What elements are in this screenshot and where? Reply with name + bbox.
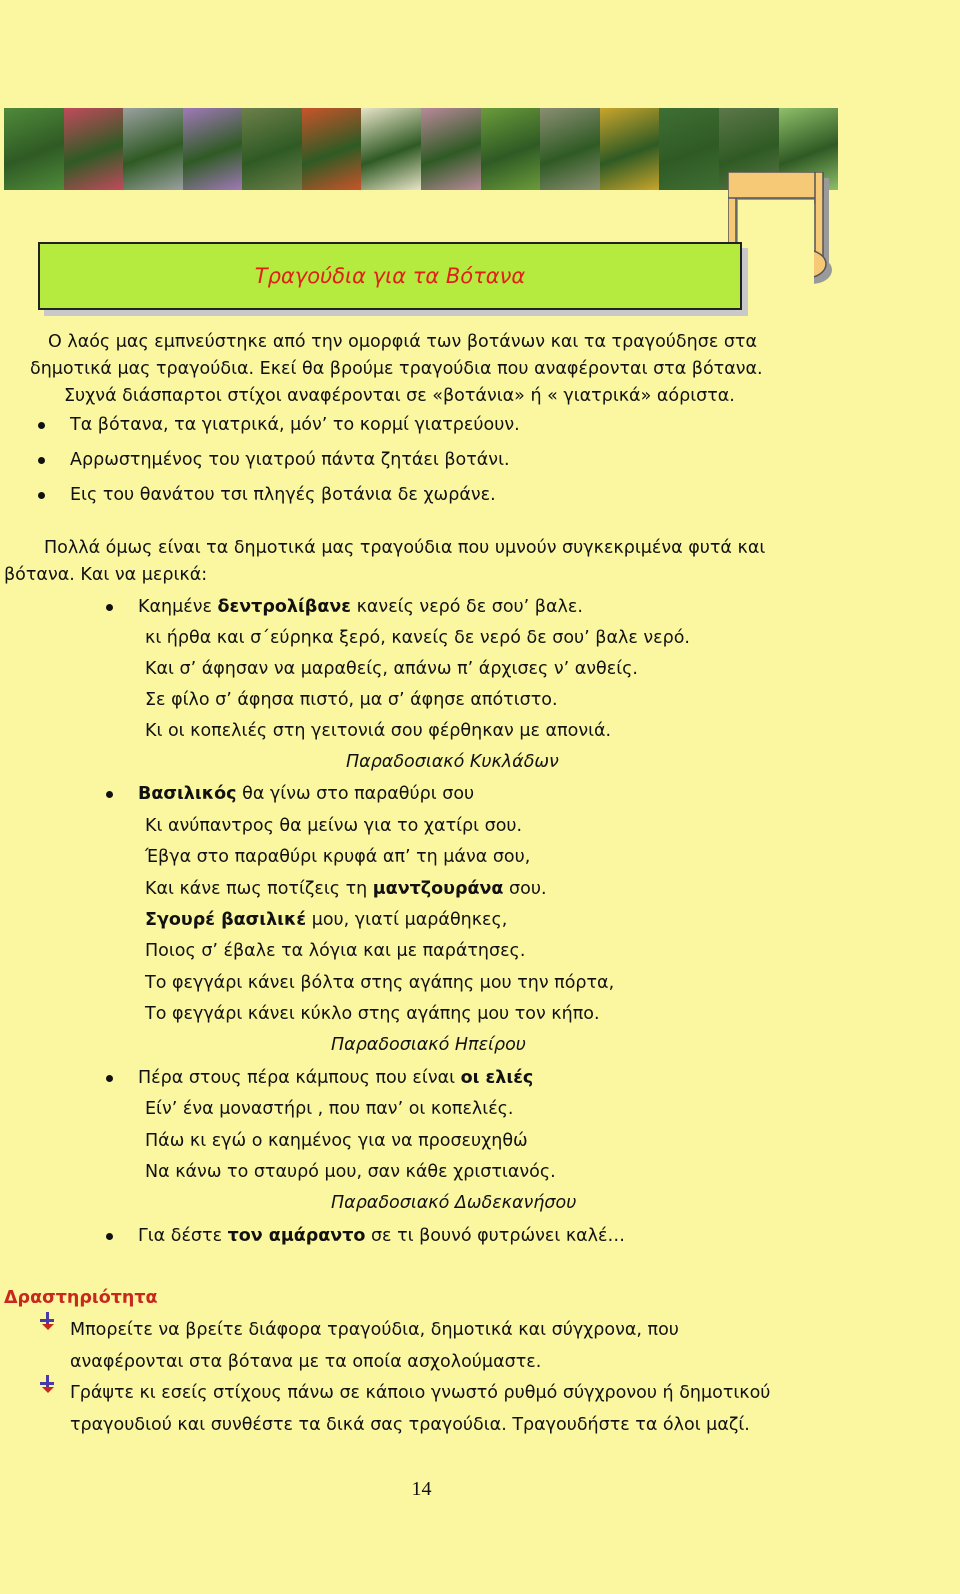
para2-line-1: Πολλά όμως είναι τα δημοτικά μας τραγούδια που υμνούν συγκεκριμένα φυτά και <box>44 538 766 558</box>
song3-line-2: Είν’ ένα μοναστήρι , που παν’ οι κοπελιές. <box>145 1099 514 1119</box>
song4-herb: τον αμάραντο <box>227 1226 366 1246</box>
song4-text: σε τι βουνό φυτρώνει καλέ… <box>365 1226 625 1246</box>
activity-item-2-line-1: Γράψτε κι εσείς στίχους πάνω σε κάποιο γνωστό ρυθμό σύγχρονου ή δημοτικού <box>70 1383 771 1403</box>
music-note-icon <box>728 172 838 292</box>
activity-item-2-line-2: τραγουδιού και συνθέστε τα δικά σας τραγούδια. Τραγουδήστε τα όλοι μαζί. <box>70 1415 750 1435</box>
intro-line-3: Συχνά διάσπαρτοι στίχοι αναφέρονται σε «βοτάνια» ή « γιατρικά» αόριστα. <box>64 386 735 406</box>
plant-photo-1 <box>4 108 64 190</box>
song2-line-6: Ποιος σ’ έβαλε τα λόγια και με παράτησες. <box>145 941 526 961</box>
song4-line-1 <box>138 1225 625 1247</box>
plant-photo-3 <box>123 108 183 190</box>
song3-line-4: Να κάνω το σταυρό μου, σαν κάθε χριστιανός. <box>145 1162 556 1182</box>
song4-text: Για δέστε <box>138 1226 228 1246</box>
arrow-bullet-icon <box>38 1311 58 1331</box>
song2-text: σου. <box>503 879 547 899</box>
song2-herb: Σγουρέ βασιλικέ <box>145 910 307 930</box>
title-box <box>38 242 742 310</box>
plant-photo-5 <box>242 108 302 190</box>
song2-line-3: Έβγα στο παραθύρι κρυφά απ’ τη μάνα σου, <box>145 847 531 867</box>
arrow-bullet-icon <box>38 1374 58 1394</box>
song2-line-4 <box>145 878 547 900</box>
song1-line-1 <box>138 596 583 618</box>
song1-line-3: Και σ’ άφησαν να μαραθείς, απάνω π’ άρχισες ν’ ανθείς. <box>145 659 638 679</box>
song1-herb: δεντρολίβανε <box>217 597 352 617</box>
intro-line-1: Ο λαός μας εμπνεύστηκε από την ομορφιά των βοτάνων και τα τραγούδησε στα <box>48 332 757 352</box>
plant-photo-7 <box>361 108 421 190</box>
activity-item-1-line-2: αναφέρονται στα βότανα με τα οποία ασχολούμαστε. <box>70 1352 542 1372</box>
intro-bullet-1: Τα βότανα, τα γιατρικά, μόν’ το κορμί γιατρεύουν. <box>70 415 520 435</box>
page-number: 14 <box>411 1478 432 1500</box>
song2-herb: Βασιλικός <box>138 784 237 804</box>
song3-text: Πέρα στους πέρα κάμπους που είναι <box>138 1068 461 1088</box>
song1-source: Παραδοσιακό Κυκλάδων <box>346 752 559 772</box>
intro-line-2: δημοτικά μας τραγούδια. Εκεί θα βρούμε τραγούδια που αναφέρονται στα βότανα. <box>30 359 763 379</box>
plant-photo-9 <box>481 108 541 190</box>
plant-photo-6 <box>302 108 362 190</box>
intro-bullet-2: Αρρωστημένος του γιατρού πάντα ζητάει βοτάνι. <box>70 450 510 470</box>
song1-line-4: Σε φίλο σ’ άφησα πιστό, μα σ’ άφησε απότιστο. <box>145 690 558 710</box>
plant-photo-2 <box>64 108 124 190</box>
song2-text: Και κάνε πως ποτίζεις τη <box>145 879 373 899</box>
song1-text: κανείς νερό δε σου’ βαλε. <box>351 597 583 617</box>
song2-line-5 <box>145 909 507 931</box>
song2-line-8: Το φεγγάρι κάνει κύκλο στης αγάπης μου τον κήπο. <box>145 1004 600 1024</box>
plant-photo-8 <box>421 108 481 190</box>
song2-source: Παραδοσιακό Ηπείρου <box>331 1035 526 1055</box>
song2-line-7: Το φεγγάρι κάνει βόλτα στης αγάπης μου την πόρτα, <box>145 973 615 993</box>
plant-photo-4 <box>183 108 243 190</box>
song2-text: μου, γιατί μαράθηκες, <box>306 910 508 930</box>
song3-line-3: Πάω κι εγώ ο καημένος για να προσευχηθώ <box>145 1131 528 1151</box>
song3-line-1 <box>138 1067 533 1089</box>
plant-photo-10 <box>540 108 600 190</box>
song1-text: Καημένε <box>138 597 218 617</box>
intro-bullet-3: Εις του θανάτου τσι πληγές βοτάνια δε χωράνε. <box>70 485 496 505</box>
song3-source: Παραδοσιακό Δωδεκανήσου <box>331 1193 577 1213</box>
plant-photo-11 <box>600 108 660 190</box>
plant-photo-12 <box>659 108 719 190</box>
song1-line-2: κι ήρθα και σ΄εύρηκα ξερό, κανείς δε νερό δε σου’ βαλε νερό. <box>145 628 690 648</box>
activity-title: Δραστηριότητα <box>4 1288 158 1308</box>
song1-line-5: Κι οι κοπελιές στη γειτονιά σου φέρθηκαν με απονιά. <box>145 721 612 741</box>
herb-photo-banner <box>4 108 838 190</box>
song2-herb: μαντζουράνα <box>372 879 504 899</box>
page-title: Τραγούδια για τα Βότανα <box>254 264 526 288</box>
song2-text: θα γίνω στο παραθύρι σου <box>236 784 475 804</box>
song3-herb: οι ελιές <box>460 1068 534 1088</box>
song2-line-1 <box>138 783 474 805</box>
song2-line-2: Κι ανύπαντρος θα μείνω για το χατίρι σου. <box>145 816 523 836</box>
activity-item-1-line-1: Μπορείτε να βρείτε διάφορα τραγούδια, δημοτικά και σύγχρονα, που <box>70 1320 679 1340</box>
para2-line-2: βότανα. Και να μερικά: <box>4 565 208 585</box>
